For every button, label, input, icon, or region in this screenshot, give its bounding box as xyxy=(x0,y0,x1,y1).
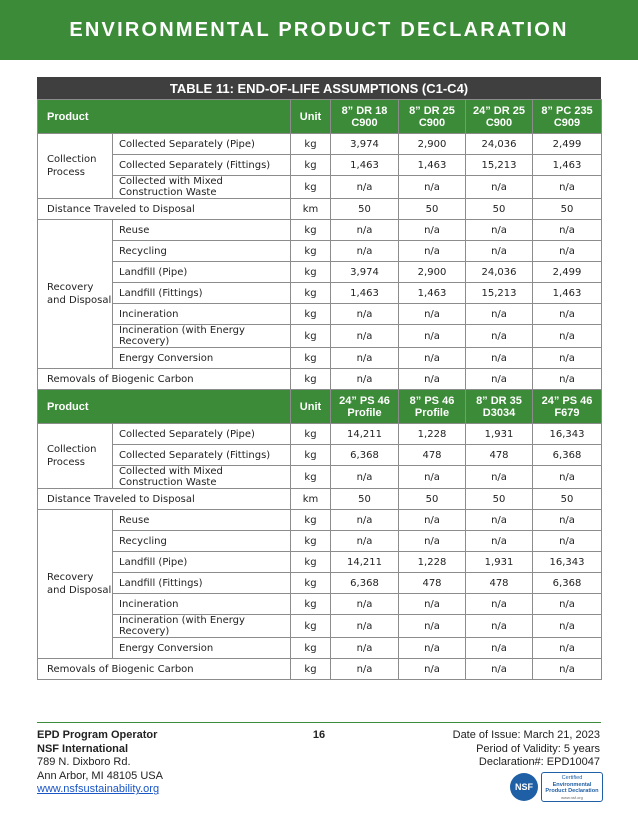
value-cell: 2,900 xyxy=(399,262,466,283)
unit-cell: kg xyxy=(291,176,331,199)
row-label-line: Landfill (Fittings) xyxy=(119,287,203,299)
value-cell: n/a xyxy=(466,466,533,489)
table-row xyxy=(38,304,602,325)
certification-mark xyxy=(510,772,603,802)
unit-cell: km xyxy=(291,199,331,220)
row-group-line: Recovery xyxy=(47,572,94,583)
row-label xyxy=(113,445,291,466)
issue-date: Date of Issue: March 21, 2023 xyxy=(452,729,600,741)
value-cell: n/a xyxy=(399,466,466,489)
cert-line-4: www.nsf.org xyxy=(561,794,583,800)
product-column-header xyxy=(533,100,602,134)
value-cell: 50 xyxy=(331,489,399,510)
table-row xyxy=(38,615,602,638)
page-number: 16 xyxy=(312,729,326,741)
value-cell: n/a xyxy=(331,348,399,369)
column-header-line: 8” DR 35 xyxy=(476,394,522,407)
header-row xyxy=(38,390,602,424)
value-cell: n/a xyxy=(331,638,399,659)
row-label-line: Collected with Mixed xyxy=(119,466,223,477)
table-row xyxy=(38,445,602,466)
value-cell: 50 xyxy=(399,199,466,220)
row-group-label xyxy=(38,220,113,369)
unit-cell: kg xyxy=(291,424,331,445)
value-cell: n/a xyxy=(466,176,533,199)
unit-cell: kg xyxy=(291,445,331,466)
eol-assumptions-table xyxy=(37,99,602,680)
value-cell: 478 xyxy=(399,445,466,466)
row-label xyxy=(113,615,291,638)
footer-declaration-block xyxy=(453,729,600,770)
value-cell: 6,368 xyxy=(533,445,602,466)
value-cell: n/a xyxy=(399,659,466,680)
website-link[interactable]: www.nsfsustainability.org xyxy=(37,783,160,796)
column-header-line: F679 xyxy=(554,406,580,419)
value-cell: 1,463 xyxy=(533,155,602,176)
row-label-line: Collected Separately (Fittings) xyxy=(119,449,271,461)
value-cell: n/a xyxy=(466,615,533,638)
value-cell: n/a xyxy=(466,510,533,531)
table-row xyxy=(38,466,602,489)
row-group-line: Collection xyxy=(47,444,97,455)
row-label-line: Landfill (Pipe) xyxy=(119,556,188,568)
address-line-2: Ann Arbor, MI 48105 USA xyxy=(37,769,163,782)
unit-cell: kg xyxy=(291,466,331,489)
row-label xyxy=(113,573,291,594)
table-row xyxy=(38,348,602,369)
footer-operator-block xyxy=(37,729,163,797)
column-header-line: 8” PC 235 xyxy=(541,104,593,117)
value-cell: 478 xyxy=(466,445,533,466)
value-cell: n/a xyxy=(399,531,466,552)
unit-cell: kg xyxy=(291,531,331,552)
column-header-line: 24” DR 25 xyxy=(473,104,525,117)
row-label xyxy=(113,304,291,325)
row-label-line: Collected Separately (Pipe) xyxy=(119,138,255,150)
value-cell: n/a xyxy=(466,369,533,390)
value-cell: 2,900 xyxy=(399,134,466,155)
value-cell: n/a xyxy=(533,615,602,638)
value-cell: n/a xyxy=(533,348,602,369)
value-cell: n/a xyxy=(331,531,399,552)
row-group-line: Process xyxy=(47,167,85,178)
certified-epd-badge xyxy=(541,772,603,802)
product-header xyxy=(38,390,291,424)
value-cell: n/a xyxy=(399,241,466,262)
unit-cell: kg xyxy=(291,283,331,304)
row-label-line: Incineration xyxy=(119,308,179,320)
unit-header xyxy=(291,100,331,134)
row-group-label xyxy=(38,134,113,199)
value-cell: 2,499 xyxy=(533,134,602,155)
row-label-line: Recycling xyxy=(119,535,167,547)
table-row xyxy=(38,659,602,680)
value-cell: n/a xyxy=(399,304,466,325)
column-header-line: 8” DR 25 xyxy=(409,104,455,117)
unit-cell: kg xyxy=(291,134,331,155)
value-cell: n/a xyxy=(533,241,602,262)
unit-cell: kg xyxy=(291,552,331,573)
unit-cell: kg xyxy=(291,262,331,283)
row-label xyxy=(113,466,291,489)
value-cell: 16,343 xyxy=(533,424,602,445)
cert-line-1: Certified xyxy=(561,775,583,781)
table-row xyxy=(38,552,602,573)
table-row xyxy=(38,573,602,594)
column-header-line: 8” PS 46 xyxy=(409,394,455,407)
product-column-header xyxy=(331,100,399,134)
row-group-line: Recovery xyxy=(47,282,94,293)
row-label-line: Recycling xyxy=(119,245,167,257)
value-cell: n/a xyxy=(399,615,466,638)
address-line-1: 789 N. Dixboro Rd. xyxy=(37,756,131,769)
value-cell: n/a xyxy=(331,615,399,638)
value-cell: 1,463 xyxy=(331,155,399,176)
table-row xyxy=(38,134,602,155)
row-label xyxy=(113,594,291,615)
unit-header-label: Unit xyxy=(299,110,322,123)
column-header-line: C909 xyxy=(553,116,581,129)
table-row xyxy=(38,594,602,615)
value-cell: 50 xyxy=(399,489,466,510)
value-cell: n/a xyxy=(399,594,466,615)
column-header-line: D3034 xyxy=(482,406,516,419)
row-label-line: Collected with Mixed xyxy=(119,176,223,187)
value-cell: 1,931 xyxy=(466,552,533,573)
row-label: Removals of Biogenic Carbon xyxy=(38,659,291,680)
row-label xyxy=(113,283,291,304)
table-row xyxy=(38,531,602,552)
column-header-line: Profile xyxy=(414,406,450,419)
operator-name: NSF International xyxy=(37,742,129,755)
value-cell: 1,463 xyxy=(533,283,602,304)
table-row xyxy=(38,510,602,531)
row-group-label xyxy=(38,510,113,659)
value-cell: 3,974 xyxy=(331,262,399,283)
unit-cell: kg xyxy=(291,348,331,369)
table-row xyxy=(38,638,602,659)
value-cell: n/a xyxy=(399,348,466,369)
row-label-line: Energy Conversion xyxy=(119,642,214,654)
row-label xyxy=(113,176,291,199)
table-row xyxy=(38,199,602,220)
row-label: Removals of Biogenic Carbon xyxy=(38,369,291,390)
value-cell: 6,368 xyxy=(331,573,399,594)
value-cell: n/a xyxy=(533,659,602,680)
value-cell: n/a xyxy=(533,638,602,659)
row-label xyxy=(113,325,291,348)
column-header-line: Profile xyxy=(347,406,382,419)
value-cell: n/a xyxy=(533,531,602,552)
value-cell: 1,463 xyxy=(399,283,466,304)
value-cell: n/a xyxy=(331,325,399,348)
banner-title: ENVIRONMENTAL PRODUCT DECLARATION xyxy=(69,18,569,41)
value-cell: 1,463 xyxy=(399,155,466,176)
value-cell: n/a xyxy=(533,594,602,615)
row-label: Distance Traveled to Disposal xyxy=(38,199,291,220)
value-cell: n/a xyxy=(331,510,399,531)
unit-cell: kg xyxy=(291,510,331,531)
value-cell: 50 xyxy=(533,199,602,220)
value-cell: n/a xyxy=(399,325,466,348)
row-label xyxy=(113,348,291,369)
table-row xyxy=(38,325,602,348)
column-header-line: C900 xyxy=(485,116,513,129)
product-column-header xyxy=(466,390,533,424)
row-label-line: Incineration (with Energy Recovery) xyxy=(119,615,245,637)
page-banner xyxy=(0,0,638,60)
row-label-line: Landfill (Fittings) xyxy=(119,577,203,589)
unit-header xyxy=(291,390,331,424)
product-header-label: Product xyxy=(47,400,89,413)
table-row xyxy=(38,369,602,390)
row-label-line: Incineration (with Energy Recovery) xyxy=(119,325,245,347)
table-row xyxy=(38,489,602,510)
row-label-line: Incineration xyxy=(119,598,179,610)
row-label-line: Collected Separately (Fittings) xyxy=(119,159,271,171)
cert-line-2: Environmental xyxy=(552,781,592,788)
declaration-number: Declaration#: EPD10047 xyxy=(478,756,600,769)
table-title-text: TABLE 11: END-OF-LIFE ASSUMPTIONS (C1-C4) xyxy=(169,80,469,96)
table-row xyxy=(38,176,602,199)
value-cell: n/a xyxy=(466,594,533,615)
value-cell: 14,211 xyxy=(331,424,399,445)
value-cell: 478 xyxy=(399,573,466,594)
product-column-header xyxy=(399,390,466,424)
value-cell: n/a xyxy=(399,369,466,390)
value-cell: 2,499 xyxy=(533,262,602,283)
row-label-line: Energy Conversion xyxy=(119,352,214,364)
value-cell: 16,343 xyxy=(533,552,602,573)
value-cell: 1,228 xyxy=(399,424,466,445)
header-row xyxy=(38,100,602,134)
value-cell: n/a xyxy=(466,304,533,325)
value-cell: 1,931 xyxy=(466,424,533,445)
value-cell: 1,463 xyxy=(331,283,399,304)
value-cell: n/a xyxy=(331,369,399,390)
product-header-label: Product xyxy=(47,110,89,123)
row-label xyxy=(113,424,291,445)
operator-label: EPD Program Operator xyxy=(37,729,158,741)
row-label-line: Reuse xyxy=(119,224,150,236)
row-label xyxy=(113,262,291,283)
unit-header-label: Unit xyxy=(299,400,322,413)
value-cell: 6,368 xyxy=(533,573,602,594)
row-label xyxy=(113,638,291,659)
value-cell: n/a xyxy=(533,325,602,348)
value-cell: 50 xyxy=(331,199,399,220)
row-label xyxy=(113,220,291,241)
product-column-header xyxy=(466,100,533,134)
unit-cell: kg xyxy=(291,594,331,615)
value-cell: n/a xyxy=(533,220,602,241)
unit-cell: kg xyxy=(291,369,331,390)
row-label xyxy=(113,510,291,531)
row-label xyxy=(113,531,291,552)
value-cell: n/a xyxy=(466,348,533,369)
value-cell: n/a xyxy=(331,220,399,241)
row-group-line: and Disposal xyxy=(47,585,112,596)
value-cell: n/a xyxy=(399,220,466,241)
unit-cell: km xyxy=(291,489,331,510)
row-label: Distance Traveled to Disposal xyxy=(38,489,291,510)
value-cell: n/a xyxy=(399,638,466,659)
column-header-line: C900 xyxy=(351,116,378,129)
row-group-label xyxy=(38,424,113,489)
value-cell: n/a xyxy=(331,659,399,680)
value-cell: n/a xyxy=(466,638,533,659)
table-title xyxy=(37,77,601,99)
value-cell: n/a xyxy=(466,325,533,348)
value-cell: 24,036 xyxy=(466,134,533,155)
table-row xyxy=(38,262,602,283)
row-group-line: and Disposal xyxy=(47,295,112,306)
row-group-line: Process xyxy=(47,457,85,468)
unit-cell: kg xyxy=(291,241,331,262)
unit-cell: kg xyxy=(291,615,331,638)
cert-line-3: Product Declaration xyxy=(545,788,599,795)
unit-cell: kg xyxy=(291,638,331,659)
table-row xyxy=(38,283,602,304)
value-cell: n/a xyxy=(331,176,399,199)
row-label-line: Construction Waste xyxy=(119,187,217,198)
unit-cell: kg xyxy=(291,155,331,176)
value-cell: n/a xyxy=(331,466,399,489)
value-cell: n/a xyxy=(533,369,602,390)
value-cell: 15,213 xyxy=(466,283,533,304)
value-cell: n/a xyxy=(466,241,533,262)
row-label-line: Construction Waste xyxy=(119,477,217,488)
value-cell: 478 xyxy=(466,573,533,594)
value-cell: 15,213 xyxy=(466,155,533,176)
row-label-line: Landfill (Pipe) xyxy=(119,266,188,278)
unit-cell: kg xyxy=(291,304,331,325)
value-cell: 6,368 xyxy=(331,445,399,466)
value-cell: n/a xyxy=(466,531,533,552)
row-label xyxy=(113,552,291,573)
table-row xyxy=(38,424,602,445)
value-cell: n/a xyxy=(331,304,399,325)
column-header-line: 8” DR 18 xyxy=(341,104,388,117)
footer-divider xyxy=(37,722,601,723)
row-label xyxy=(113,241,291,262)
value-cell: n/a xyxy=(331,594,399,615)
value-cell: 3,974 xyxy=(331,134,399,155)
value-cell: 50 xyxy=(533,489,602,510)
row-label-line: Collected Separately (Pipe) xyxy=(119,428,255,440)
row-label xyxy=(113,155,291,176)
unit-cell: kg xyxy=(291,220,331,241)
value-cell: n/a xyxy=(533,510,602,531)
nsf-logo-icon xyxy=(510,773,538,801)
value-cell: 50 xyxy=(466,489,533,510)
table-row xyxy=(38,241,602,262)
column-header-line: 24” PS 46 xyxy=(339,394,390,407)
row-label xyxy=(113,134,291,155)
end-of-life-table xyxy=(37,77,601,680)
product-column-header xyxy=(331,390,399,424)
value-cell: n/a xyxy=(533,466,602,489)
column-header-line: C900 xyxy=(418,116,446,129)
validity-period: Period of Validity: 5 years xyxy=(476,742,600,755)
table-row xyxy=(38,155,602,176)
value-cell: n/a xyxy=(399,510,466,531)
value-cell: n/a xyxy=(331,241,399,262)
row-group-line: Collection xyxy=(47,154,97,165)
value-cell: n/a xyxy=(533,176,602,199)
unit-cell: kg xyxy=(291,325,331,348)
unit-cell: kg xyxy=(291,659,331,680)
row-label-line: Reuse xyxy=(119,514,150,526)
nsf-logo-text: NSF xyxy=(515,782,533,792)
value-cell: 24,036 xyxy=(466,262,533,283)
product-column-header xyxy=(533,390,602,424)
column-header-line: 24” PS 46 xyxy=(541,394,593,407)
value-cell: n/a xyxy=(533,304,602,325)
value-cell: n/a xyxy=(466,220,533,241)
unit-cell: kg xyxy=(291,573,331,594)
product-column-header xyxy=(399,100,466,134)
table-row xyxy=(38,220,602,241)
value-cell: 14,211 xyxy=(331,552,399,573)
value-cell: 50 xyxy=(466,199,533,220)
value-cell: 1,228 xyxy=(399,552,466,573)
product-header xyxy=(38,100,291,134)
value-cell: n/a xyxy=(466,659,533,680)
value-cell: n/a xyxy=(399,176,466,199)
